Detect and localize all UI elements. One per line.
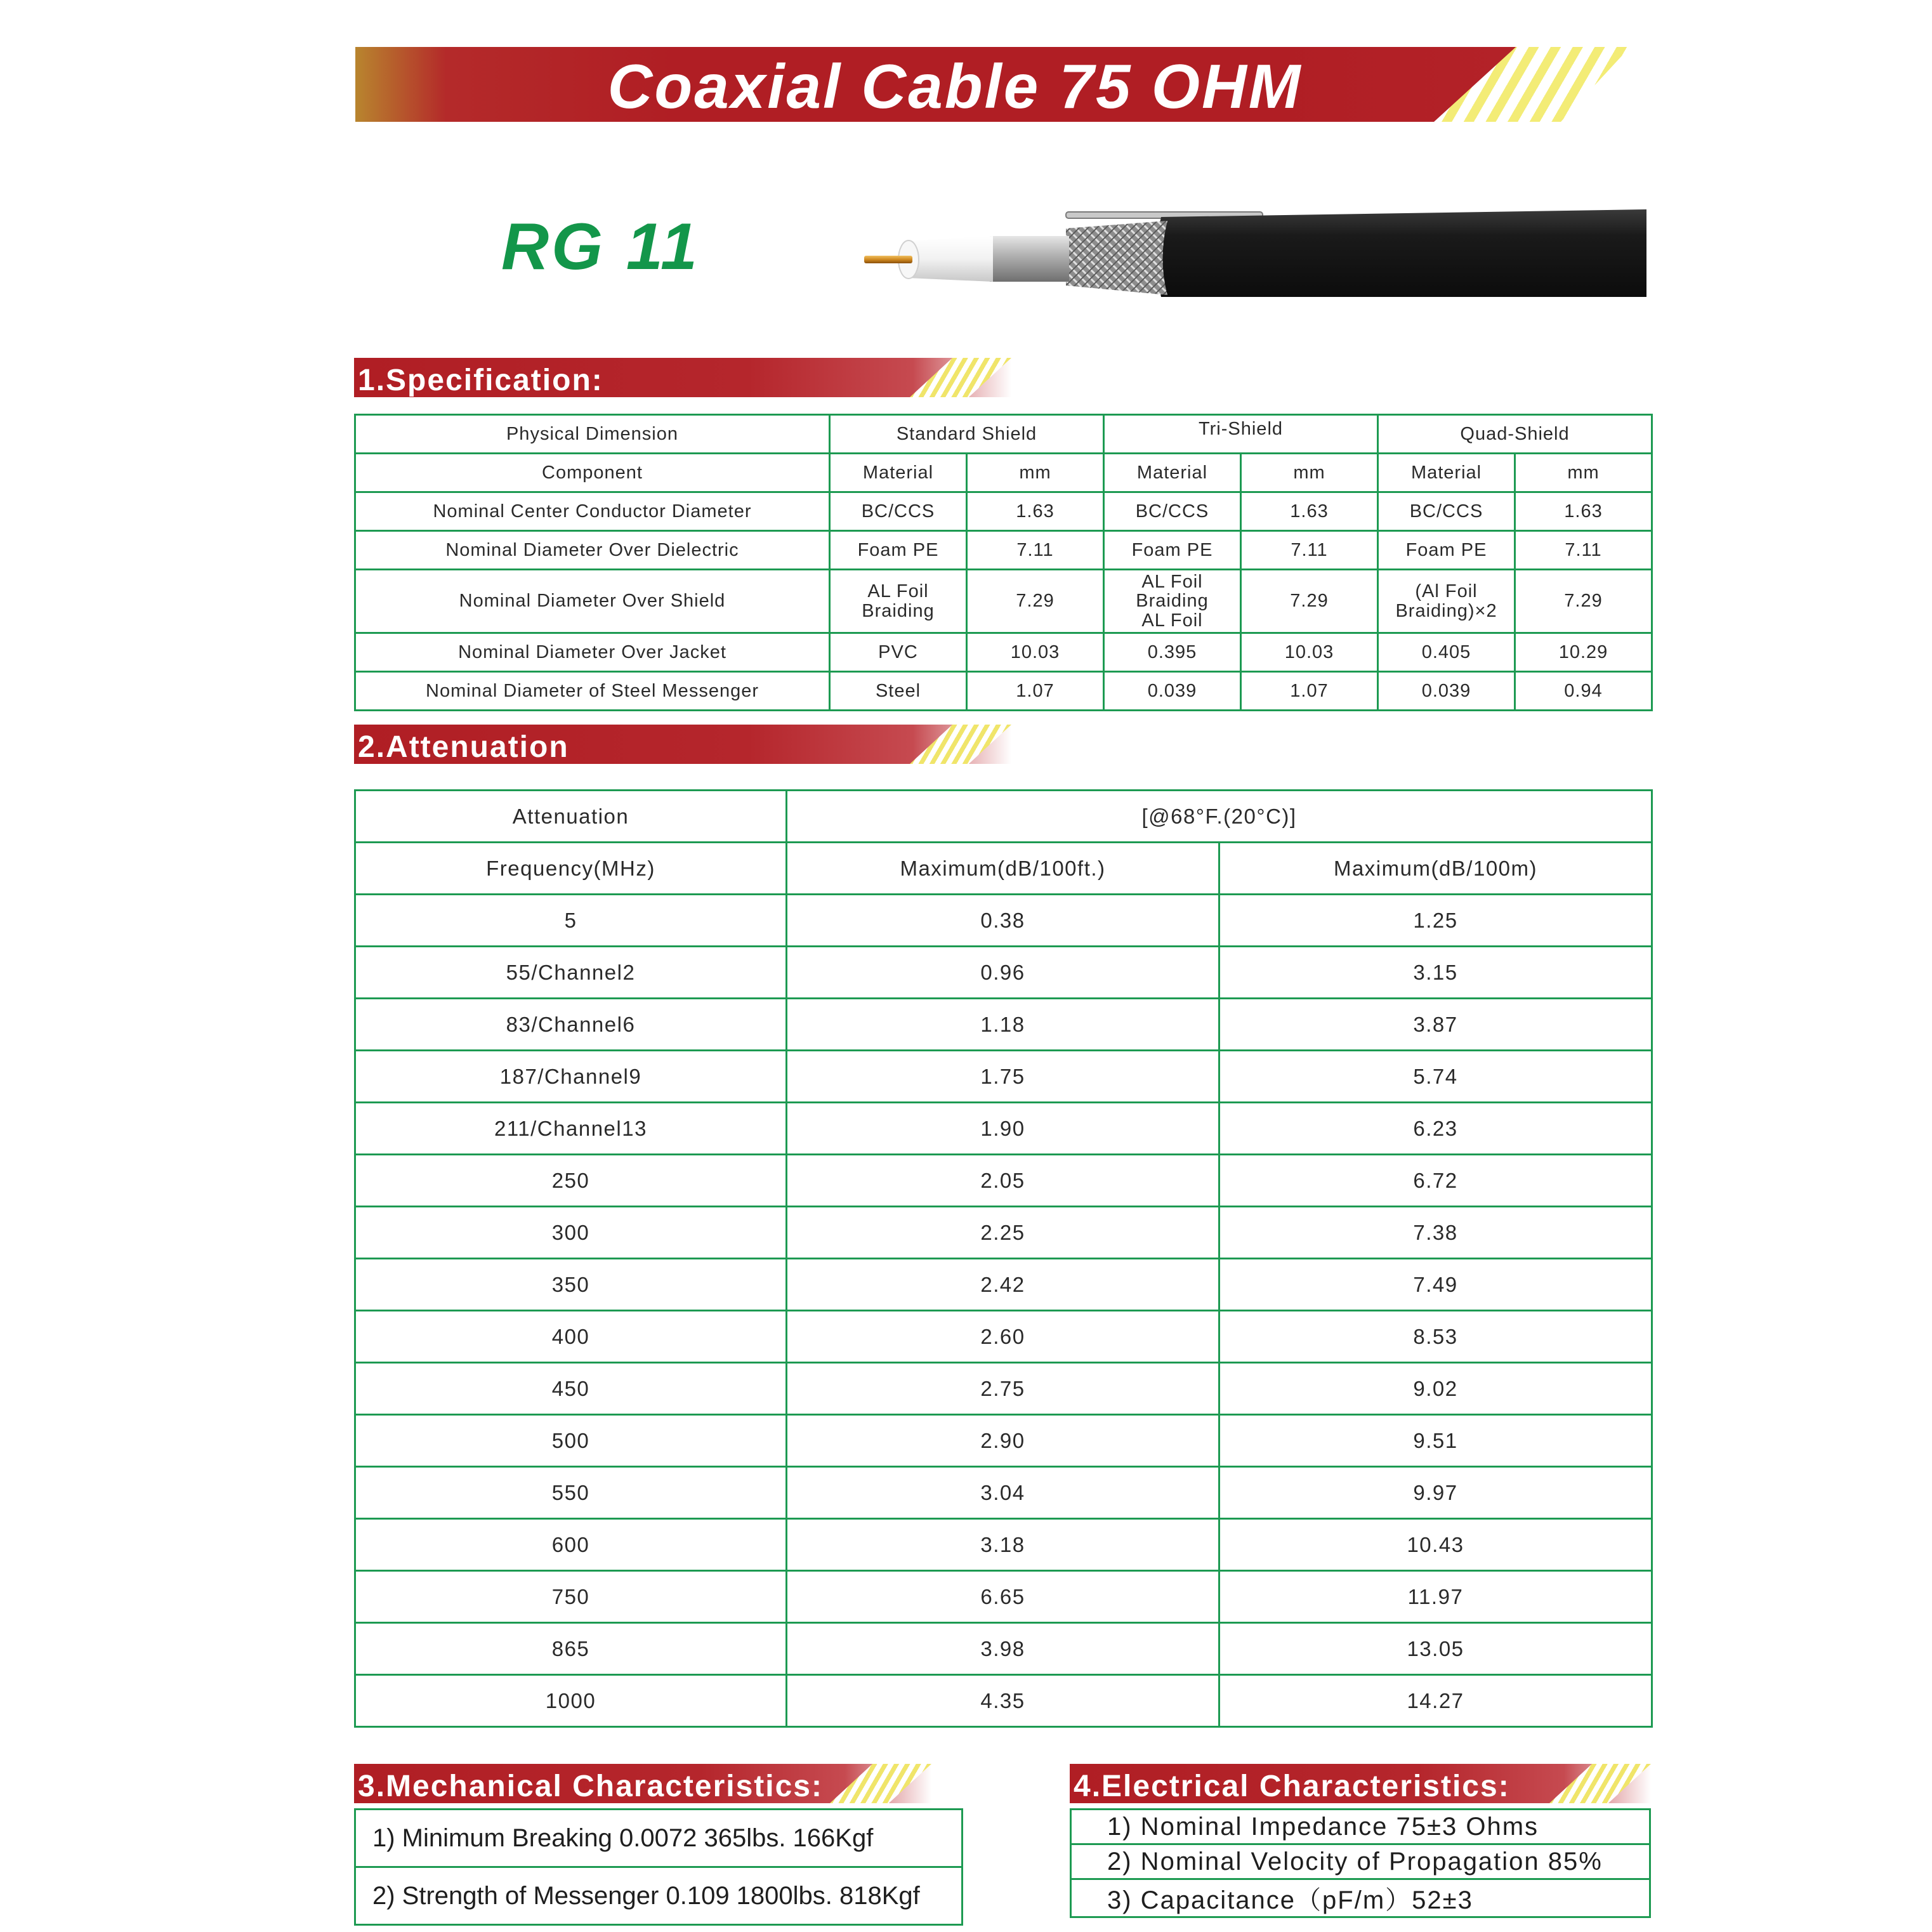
max-m-cell: 3.87: [1219, 999, 1652, 1051]
mm-header: mm: [1241, 454, 1378, 492]
max-m-cell: 10.43: [1219, 1519, 1652, 1571]
section-electrical-header: [1070, 1764, 1651, 1803]
spec-value-cell: 1.63: [1515, 492, 1652, 531]
mechanical-table: [354, 1808, 963, 1926]
spec-value-cell: 7.11: [967, 531, 1104, 570]
mm-header: mm: [967, 454, 1104, 492]
coaxial-cable-image: [838, 203, 1656, 305]
max-ft-cell: 4.35: [787, 1675, 1219, 1727]
material-header: Material: [1104, 454, 1241, 492]
electrical-item: 3) Capacitance（pF/m）52±3: [1071, 1879, 1650, 1917]
spec-value-cell: BC/CCS: [1378, 492, 1515, 531]
spec-value-cell: 1.63: [967, 492, 1104, 531]
cable-foil: [990, 236, 1069, 282]
header-stripes: [1549, 1764, 1651, 1803]
spec-row: [355, 570, 1652, 633]
section-specification-label: 1.Specification:: [358, 364, 603, 397]
attenuation-row: [355, 1415, 1652, 1467]
spec-value-cell: 0.405: [1378, 633, 1515, 672]
max-m-cell: 7.49: [1219, 1259, 1652, 1311]
specification-table: [354, 414, 1653, 711]
spec-row: [355, 492, 1652, 531]
attenuation-row: [355, 1623, 1652, 1675]
frequency-cell: 55/Channel2: [355, 947, 787, 999]
max-ft-cell: 0.96: [787, 947, 1219, 999]
attenuation-row: [355, 1363, 1652, 1415]
frequency-header: Frequency(MHz): [355, 843, 787, 895]
mm-header: mm: [1515, 454, 1652, 492]
spec-value-cell: 7.29: [1515, 570, 1652, 633]
spec-component-cell: Nominal Diameter Over Shield: [355, 570, 830, 633]
attenuation-row: [355, 1675, 1652, 1727]
spec-value-cell: 7.29: [967, 570, 1104, 633]
max-ft-cell: 1.90: [787, 1103, 1219, 1155]
spec-value-cell: (Al Foil Braiding)×2: [1378, 570, 1515, 633]
frequency-cell: 500: [355, 1415, 787, 1467]
max-ft-cell: 2.25: [787, 1207, 1219, 1259]
electrical-item: 2) Nominal Velocity of Propagation 85%: [1071, 1844, 1650, 1879]
spec-value-cell: AL Foil Braiding AL Foil: [1104, 570, 1241, 633]
spec-value-cell: 1.63: [1241, 492, 1378, 531]
frequency-cell: 300: [355, 1207, 787, 1259]
attenuation-row: [355, 1103, 1652, 1155]
spec-value-cell: 7.11: [1515, 531, 1652, 570]
spec-component-cell: Nominal Diameter Over Dielectric: [355, 531, 830, 570]
spec-value-cell: 0.395: [1104, 633, 1241, 672]
spec-value-cell: Foam PE: [830, 531, 967, 570]
model-name: RG 11: [501, 210, 700, 284]
spec-value-cell: BC/CCS: [1104, 492, 1241, 531]
frequency-cell: 450: [355, 1363, 787, 1415]
frequency-cell: 550: [355, 1467, 787, 1519]
max-m-cell: 9.51: [1219, 1415, 1652, 1467]
max-ft-cell: 2.90: [787, 1415, 1219, 1467]
max-m-cell: 7.38: [1219, 1207, 1652, 1259]
section-specification-header: [354, 358, 1011, 397]
max-ft-cell: 2.75: [787, 1363, 1219, 1415]
spec-value-cell: Steel: [830, 672, 967, 711]
max-m-cell: 3.15: [1219, 947, 1652, 999]
section-electrical-label: 4.Electrical Characteristics:: [1074, 1770, 1510, 1803]
spec-value-cell: 0.039: [1378, 672, 1515, 711]
cable-jacket: [1157, 209, 1647, 297]
frequency-cell: 83/Channel6: [355, 999, 787, 1051]
attenuation-row: [355, 1207, 1652, 1259]
attenuation-row: [355, 999, 1652, 1051]
spec-value-cell: 10.29: [1515, 633, 1652, 672]
header-stripes: [910, 358, 1011, 397]
frequency-cell: 250: [355, 1155, 787, 1207]
max-ft-cell: 0.38: [787, 895, 1219, 947]
spec-row: [355, 672, 1652, 711]
condition-header: [@68°F.(20°C)]: [787, 791, 1652, 843]
spec-value-cell: 10.03: [1241, 633, 1378, 672]
tri-shield-header: Tri-Shield: [1104, 415, 1378, 454]
attenuation-row: [355, 1259, 1652, 1311]
attenuation-header: Attenuation: [355, 791, 787, 843]
frequency-cell: 5: [355, 895, 787, 947]
spec-component-cell: Nominal Diameter of Steel Messenger: [355, 672, 830, 711]
max-ft-cell: 3.04: [787, 1467, 1219, 1519]
spec-value-cell: 0.039: [1104, 672, 1241, 711]
frequency-cell: 1000: [355, 1675, 787, 1727]
attenuation-row: [355, 895, 1652, 947]
component-header: Component: [355, 454, 830, 492]
spec-row: [355, 531, 1652, 570]
max-m-cell: 1.25: [1219, 895, 1652, 947]
spec-value-cell: 1.07: [967, 672, 1104, 711]
cable-braid: [1066, 221, 1167, 295]
max-ft-cell: 6.65: [787, 1571, 1219, 1623]
spec-value-cell: AL Foil Braiding: [830, 570, 967, 633]
attenuation-row: [355, 1467, 1652, 1519]
quad-shield-header: Quad-Shield: [1378, 415, 1652, 454]
frequency-cell: 211/Channel13: [355, 1103, 787, 1155]
spec-row: [355, 633, 1652, 672]
material-header: Material: [1378, 454, 1515, 492]
center-conductor: [864, 256, 912, 263]
section-mechanical-header: [354, 1764, 931, 1803]
specification-rows: [355, 492, 1652, 711]
spec-component-cell: Nominal Center Conductor Diameter: [355, 492, 830, 531]
spec-value-cell: Foam PE: [1378, 531, 1515, 570]
max-ft-cell: 3.98: [787, 1623, 1219, 1675]
frequency-cell: 350: [355, 1259, 787, 1311]
mechanical-item: 1) Minimum Breaking 0.0072 365lbs. 166Kgf: [355, 1810, 963, 1867]
standard-shield-header: Standard Shield: [830, 415, 1104, 454]
frequency-cell: 865: [355, 1623, 787, 1675]
spec-value-cell: BC/CCS: [830, 492, 967, 531]
max-m-cell: 5.74: [1219, 1051, 1652, 1103]
section-attenuation-header: [354, 725, 1011, 764]
frequency-cell: 187/Channel9: [355, 1051, 787, 1103]
max-m-cell: 11.97: [1219, 1571, 1652, 1623]
frequency-cell: 600: [355, 1519, 787, 1571]
frequency-cell: 400: [355, 1311, 787, 1363]
attenuation-rows: [355, 895, 1652, 1727]
spec-value-cell: 10.03: [967, 633, 1104, 672]
section-attenuation-label: 2.Attenuation: [358, 730, 569, 764]
material-header: Material: [830, 454, 967, 492]
spec-value-cell: 7.29: [1241, 570, 1378, 633]
attenuation-row: [355, 1051, 1652, 1103]
max-ft-cell: 2.05: [787, 1155, 1219, 1207]
max-m-cell: 9.02: [1219, 1363, 1652, 1415]
max-m-cell: 13.05: [1219, 1623, 1652, 1675]
spec-value-cell: 0.94: [1515, 672, 1652, 711]
mechanical-item: 2) Strength of Messenger 0.109 1800lbs. 818Kgf: [355, 1867, 963, 1925]
max-ft-cell: 1.18: [787, 999, 1219, 1051]
attenuation-row: [355, 1155, 1652, 1207]
max-m-header: Maximum(dB/100m): [1219, 843, 1652, 895]
cable-dielectric: [907, 236, 993, 282]
section-mechanical-label: 3.Mechanical Characteristics:: [358, 1770, 823, 1803]
title-banner: [355, 47, 1650, 122]
max-m-cell: 8.53: [1219, 1311, 1652, 1363]
header-stripes: [910, 725, 1011, 764]
attenuation-table: [354, 789, 1653, 1728]
attenuation-row: [355, 1571, 1652, 1623]
spec-value-cell: 1.07: [1241, 672, 1378, 711]
attenuation-row: [355, 1311, 1652, 1363]
max-ft-cell: 1.75: [787, 1051, 1219, 1103]
attenuation-row: [355, 1519, 1652, 1571]
spec-value-cell: 7.11: [1241, 531, 1378, 570]
max-ft-header: Maximum(dB/100ft.): [787, 843, 1219, 895]
max-m-cell: 9.97: [1219, 1467, 1652, 1519]
max-ft-cell: 2.60: [787, 1311, 1219, 1363]
spec-value-cell: Foam PE: [1104, 531, 1241, 570]
max-ft-cell: 2.42: [787, 1259, 1219, 1311]
attenuation-row: [355, 947, 1652, 999]
electrical-table: [1070, 1808, 1651, 1918]
physical-dimension-header: Physical Dimension: [355, 415, 830, 454]
spec-value-cell: PVC: [830, 633, 967, 672]
electrical-item: 1) Nominal Impedance 75±3 Ohms: [1071, 1810, 1650, 1844]
page-title: Coaxial Cable 75 OHM: [607, 51, 1303, 121]
max-m-cell: 6.72: [1219, 1155, 1652, 1207]
frequency-cell: 750: [355, 1571, 787, 1623]
header-stripes: [830, 1764, 931, 1803]
spec-component-cell: Nominal Diameter Over Jacket: [355, 633, 830, 672]
max-ft-cell: 3.18: [787, 1519, 1219, 1571]
max-m-cell: 14.27: [1219, 1675, 1652, 1727]
max-m-cell: 6.23: [1219, 1103, 1652, 1155]
